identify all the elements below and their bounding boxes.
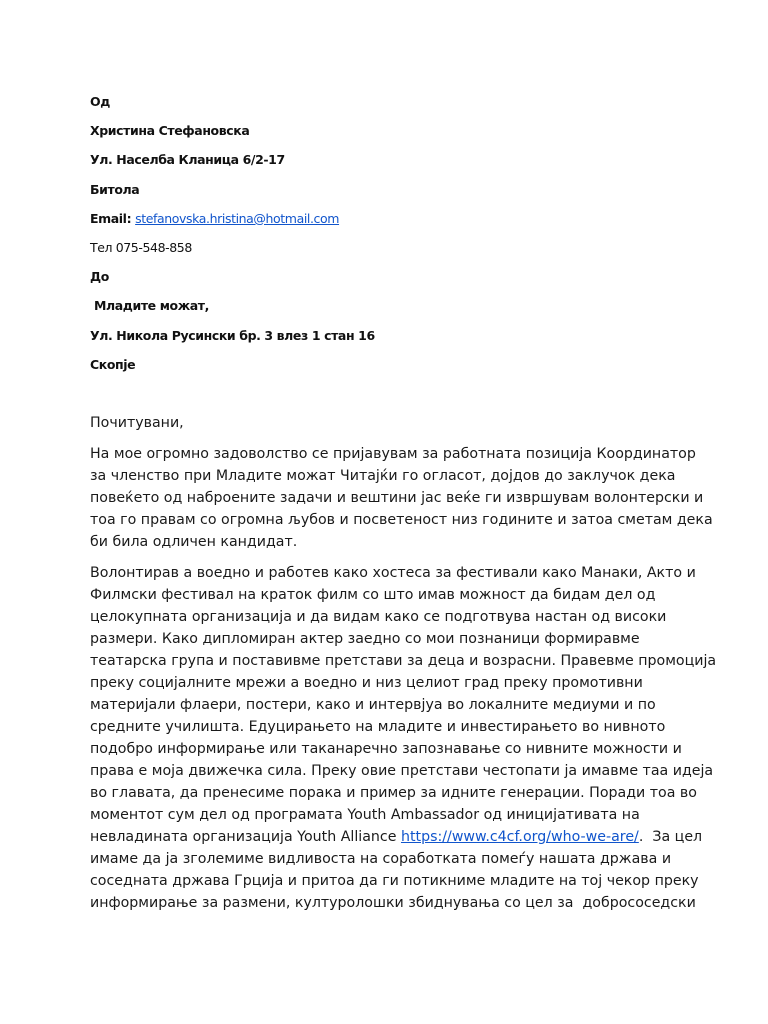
paragraph-2-line: средните училишта. Едуцирањето на младите и инвестирањето во нивното — [90, 719, 666, 735]
paragraph-2-line: информирање за размени, културолошки збиднувања со цел за добрососедски — [90, 895, 696, 911]
paragraph-2-line: преку социјалните мрежи а воедно и низ целиот град преку промотивни — [90, 675, 643, 691]
paragraph-2-line: моментот сум дел од програмата Youth Ambassador од иницијативата на — [90, 807, 640, 823]
paragraph-1-line: тоа го правам со огромна љубов и посветеност низ годините и затоа сметам дека — [90, 512, 713, 528]
sender-phone — [90, 238, 690, 267]
email-label: Email: — [90, 210, 132, 226]
recipient-city: Скопје — [90, 356, 136, 372]
paragraph-2-line: театарска група и поставивме претстави за деца и возрасни. Правевме промоција — [90, 653, 717, 669]
to-label: До — [90, 269, 109, 285]
paragraph-2-line: размери. Како дипломиран актер заедно со мои познаници формиравме — [90, 631, 640, 647]
paragraph-2-link-line — [90, 826, 703, 848]
sender-phone-text: Тел 075-548-858 — [90, 239, 192, 255]
address-block — [90, 92, 690, 384]
email-link[interactable]: stefanovska.hristina@hotmail.com — [135, 210, 340, 226]
sender-city: Битола — [90, 181, 140, 197]
sender-email-line — [90, 209, 690, 238]
link-line-after: . За цел — [638, 829, 703, 845]
paragraph-2-line: имаме да ја зголемиме видливоста на соработката помеѓу нашата држава и — [90, 851, 672, 867]
letter-body — [90, 412, 717, 923]
from-label: Од — [90, 94, 110, 109]
sender-street: Ул. Населба Кланица 6/2-17 — [90, 152, 285, 168]
paragraph-2-line: права е моја движечка сила. Преку овие претстави честопати ја имавме таа идеја — [90, 763, 714, 779]
paragraph-1-line: би била одличен кандидат. — [90, 534, 298, 550]
recipient-street: Ул. Никола Русински бр. 3 влез 1 стан 16 — [90, 327, 375, 343]
paragraph-2-line: материјали флаери, постери, како и интервјуа во локалните медиуми и по — [90, 697, 656, 713]
paragraph-1-line: На мое огромно задоволство се пријавувам за работната позиција Координатор — [90, 446, 696, 462]
salutation: Почитувани, — [90, 415, 184, 431]
paragraph-2-line: во главата, да пренесиме порака и пример за идните генерации. Поради тоа во — [90, 785, 697, 801]
link-line-before: невладината организација Youth Alliance — [90, 829, 401, 845]
paragraph-1-line: за членство при Младите можат Читајќи го огласот, дојдов до заклучок дека — [90, 468, 676, 484]
paragraph-2 — [90, 562, 717, 914]
sender-name: Христина Стефановска — [90, 123, 250, 139]
recipient-name: Младите можат, — [90, 298, 209, 314]
youth-alliance-link[interactable]: https://www.c4cf.org/who-we-are/ — [400, 829, 639, 845]
paragraph-2-line: соседната држава Грција и притоа да ги потикниме младите на тој чекор преку — [90, 873, 699, 889]
paragraph-2-line: целокупната организација и да видам како се подготвува настан од високи — [90, 609, 667, 625]
paragraph-2-line: Волонтирав а воедно и работев како хостеса за фестивали како Манаки, Акто и — [90, 565, 696, 581]
paragraph-1 — [90, 443, 713, 553]
paragraph-1-line: повеќето од наброените задачи и вештини јас веќе ги извршувам волонтерски и — [90, 490, 704, 506]
paragraph-2-line: подобро информирање или таканаречно запознавање со нивните можности и — [90, 741, 682, 757]
paragraph-2-line: Филмски фестивал на краток филм со што имав можност да бидам дел од — [90, 587, 656, 603]
